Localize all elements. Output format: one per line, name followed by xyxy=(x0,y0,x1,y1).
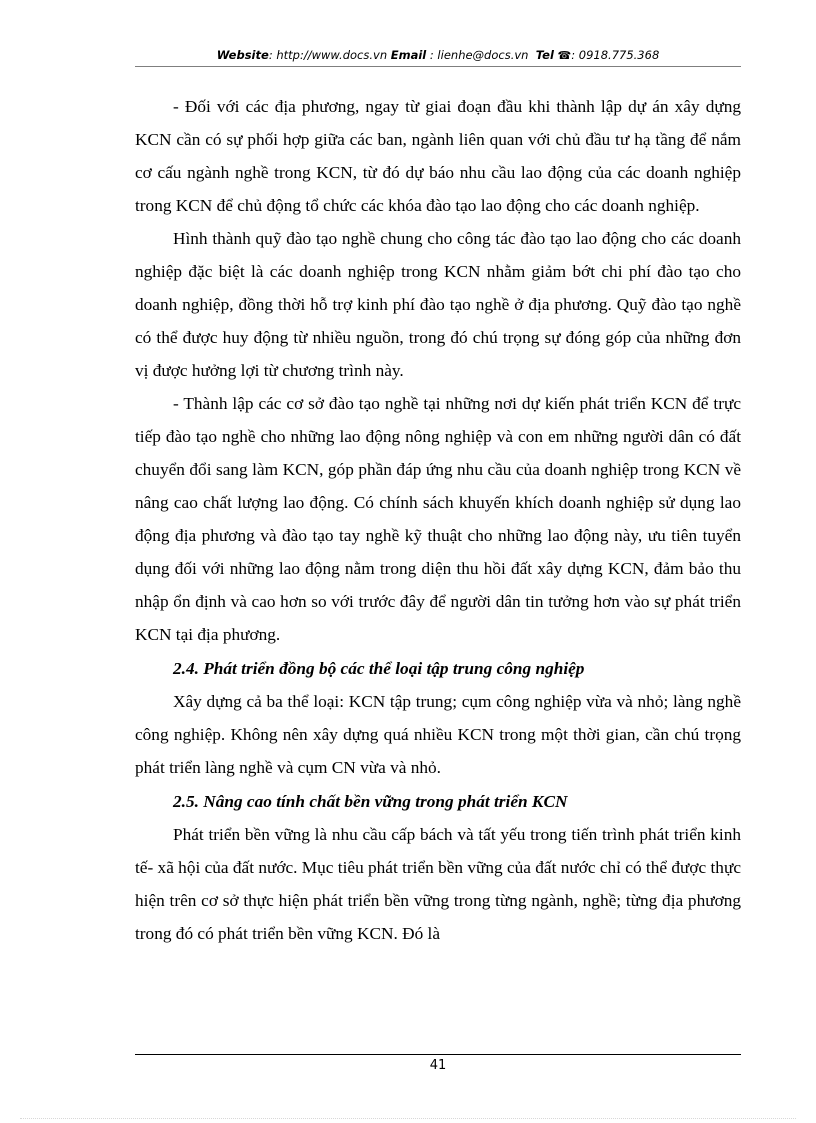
paragraph-training-fund: Hình thành quỹ đào tạo nghề chung cho công tác đào tạo lao động cho các doanh nghiệp đặc biệt là các doanh nghiệp trong KCN nhằm giảm bớt chi phí đào tạo cho doanh nghiệp, đồng thời hỗ trợ kinh phí đào tạo nghề ở địa phương. Quỹ đào tạo nghề có thể được huy động từ nhiều nguồn, trong đó chú trọng sự đóng góp của những đơn vị được hưởng lợi từ chương trình này. xyxy=(135,229,741,380)
section-body-2-5: Phát triển bền vững là nhu cầu cấp bách và tất yếu trong tiến trình phát triển kinh tế- xã hội của đất nước. Mục tiêu phát triển bền vững của đất nước chỉ có thể được thực hiện trên cơ sở thực hiện phát triển bền vững trong từng ngành, nghề; từng địa phương trong đó có phát triển bền vững KCN. Đó là xyxy=(135,825,741,943)
website-label: Website xyxy=(216,48,269,62)
paragraph-training-facilities: - Thành lập các cơ sở đào tạo nghề tại những nơi dự kiến phát triển KCN để trực tiếp đào tạo nghề cho những lao động nông nghiệp và con em những người dân có đất chuyển đổi sang làm KCN, góp phần đáp ứng nhu cầu của doanh nghiệp trong KCN về nâng cao chất lượng lao động. Có chính sách khuyến khích doanh nghiệp sử dụng lao động địa phương và đào tạo tay nghề kỹ thuật cho những lao động này, ưu tiên tuyển dụng đối với những lao động nằm trong diện thu hồi đất xây dựng KCN, đảm bảo thu nhập ổn định và cao hơn so với trước đây để người dân tin tưởng hơn vào sự phát triển KCN tại địa phương. xyxy=(135,394,741,644)
email-label: Email xyxy=(390,48,427,62)
paragraph-local-coordination: - Đối với các địa phương, ngay từ giai đoạn đầu khi thành lập dự án xây dựng KCN cần có sự phối hợp giữa các ban, ngành liên quan với chủ đầu tư hạ tầng để nắm cơ cấu ngành nghề trong KCN, từ đó dự báo nhu cầu lao động của các doanh nghiệp trong KCN để chủ động tổ chức các khóa đào tạo lao động cho các doanh nghiệp. xyxy=(135,97,741,215)
section-body-2-4: Xây dựng cả ba thể loại: KCN tập trung; cụm công nghiệp vừa và nhỏ; làng nghề công nghiệp. Không nên xây dựng quá nhiều KCN trong một thời gian, cần chú trọng phát triển làng nghề và cụm CN vừa và nhỏ. xyxy=(135,692,741,777)
page-number: 41 xyxy=(429,1058,447,1073)
page-bottom-border xyxy=(20,1118,796,1119)
page-body xyxy=(135,90,741,950)
section-heading-2-4: 2.4. Phát triển đồng bộ các thể loại tập trung công nghiệp xyxy=(173,659,585,678)
page-header xyxy=(135,47,741,64)
email-value: : lienhe@docs.vn xyxy=(429,48,529,62)
tel-label: Tel xyxy=(535,48,554,62)
phone-icon: ☎ xyxy=(557,49,572,62)
section-heading-2-5: 2.5. Nâng cao tính chất bền vững trong phát triển KCN xyxy=(173,792,568,811)
tel-value: : 0918.775.368 xyxy=(571,48,660,62)
website-value: : http://www.docs.vn xyxy=(268,48,388,62)
footer-divider xyxy=(135,1054,741,1055)
header-divider xyxy=(135,66,741,67)
